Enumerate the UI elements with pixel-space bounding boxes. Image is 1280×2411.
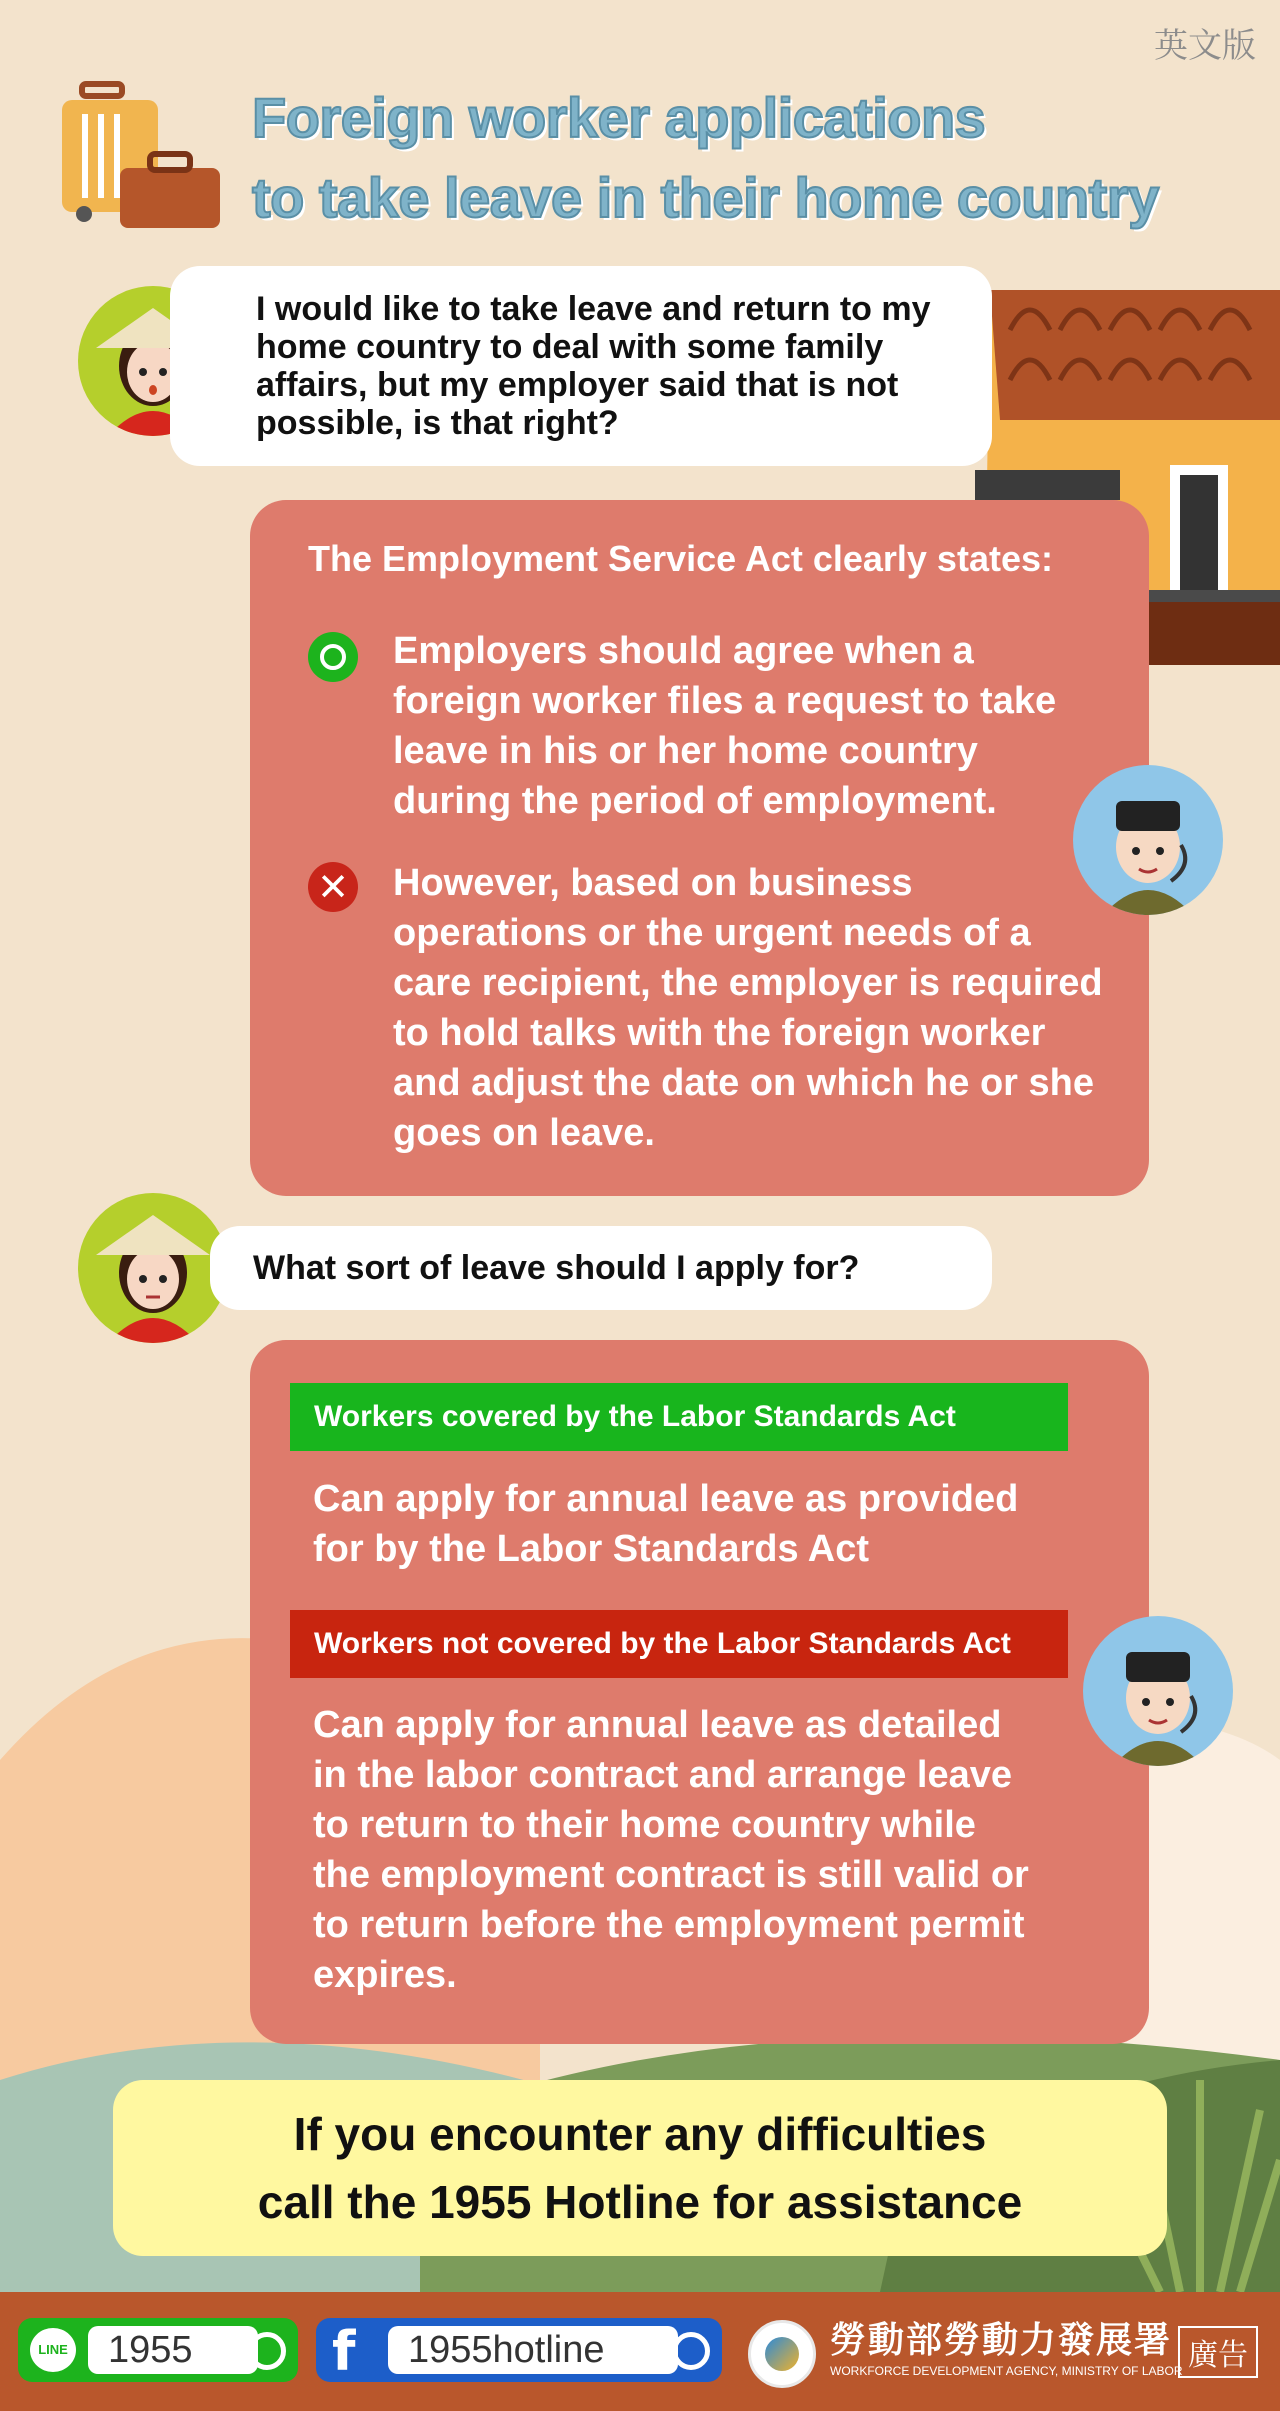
answer-1-item-2: However, based on business operations or the urgent needs of a care recipient, the employer is required to hold talks with the foreign worker and adjust the date on which he or she goes on leave. [393, 862, 1103, 1154]
line-icon: LINE [30, 2328, 76, 2372]
facebook-icon: f [332, 2320, 356, 2383]
line-id: 1955 [88, 2326, 258, 2374]
cross-icon: ✕ [308, 862, 358, 912]
luggage-icon [58, 62, 228, 232]
question-2-text: What sort of leave should I apply for? [253, 1249, 860, 1287]
agent-icon [1073, 765, 1223, 915]
question-bubble-1 [170, 266, 992, 466]
answer-1-heading: The Employment Service Act clearly states: [308, 538, 1053, 579]
not-covered-workers-text: Can apply for annual leave as detailed in the labor contract and arrange leave to return to their home country while the employment contract is still valid or to return before the employment permit expires. [313, 1704, 1029, 1996]
language-label: 英文版 [1154, 26, 1256, 66]
hotline-line-1: If you encounter any difficulties [293, 2108, 987, 2160]
covered-workers-text: Can apply for annual leave as provided for by the Labor Standards Act [313, 1478, 1019, 1570]
not-covered-workers-tag: Workers not covered by the Labor Standards Act [290, 1610, 1068, 1678]
page-title [252, 78, 1159, 238]
agent-icon-2 [1083, 1616, 1233, 1766]
worker-avatar-2 [78, 1193, 228, 1343]
woman-thinking-icon [78, 1193, 228, 1343]
question-bubble-2 [210, 1226, 992, 1310]
covered-workers-tag: Workers covered by the Labor Standards Act [290, 1383, 1068, 1451]
line-contact-button[interactable] [18, 2318, 298, 2382]
facebook-id: 1955hotline [388, 2326, 678, 2374]
agency-name-en: WORKFORCE DEVELOPMENT AGENCY, MINISTRY OF LABOR [830, 2364, 1183, 2378]
title-line-1: Foreign worker applications [252, 86, 986, 149]
title-line-2: to take leave in their home country [252, 166, 1159, 229]
answer-1-item-1: Employers should agree when a foreign worker files a request to take leave in his or her home country during the period of employment. [393, 630, 1057, 822]
agent-avatar-2 [1083, 1616, 1233, 1766]
footer-bar [0, 2292, 1280, 2411]
search-icon-2 [672, 2332, 710, 2370]
hotline-box [113, 2080, 1167, 2256]
agent-avatar [1073, 765, 1223, 915]
agency-logo-icon [748, 2320, 816, 2388]
check-icon [308, 632, 358, 682]
question-1-text: I would like to take leave and return to my home country to deal with some family affairs, but my employer said that is not possible, is that right? [256, 290, 931, 442]
agency-name-zh: 勞動部勞動力發展署 [830, 2320, 1173, 2361]
answer-panel-2 [250, 1340, 1149, 2044]
search-icon [248, 2332, 286, 2370]
hotline-line-2: call the 1955 Hotline for assistance [257, 2176, 1023, 2228]
facebook-contact-button[interactable] [316, 2318, 722, 2382]
ad-label: 廣告 [1178, 2326, 1258, 2378]
answer-panel-1 [250, 500, 1149, 1196]
